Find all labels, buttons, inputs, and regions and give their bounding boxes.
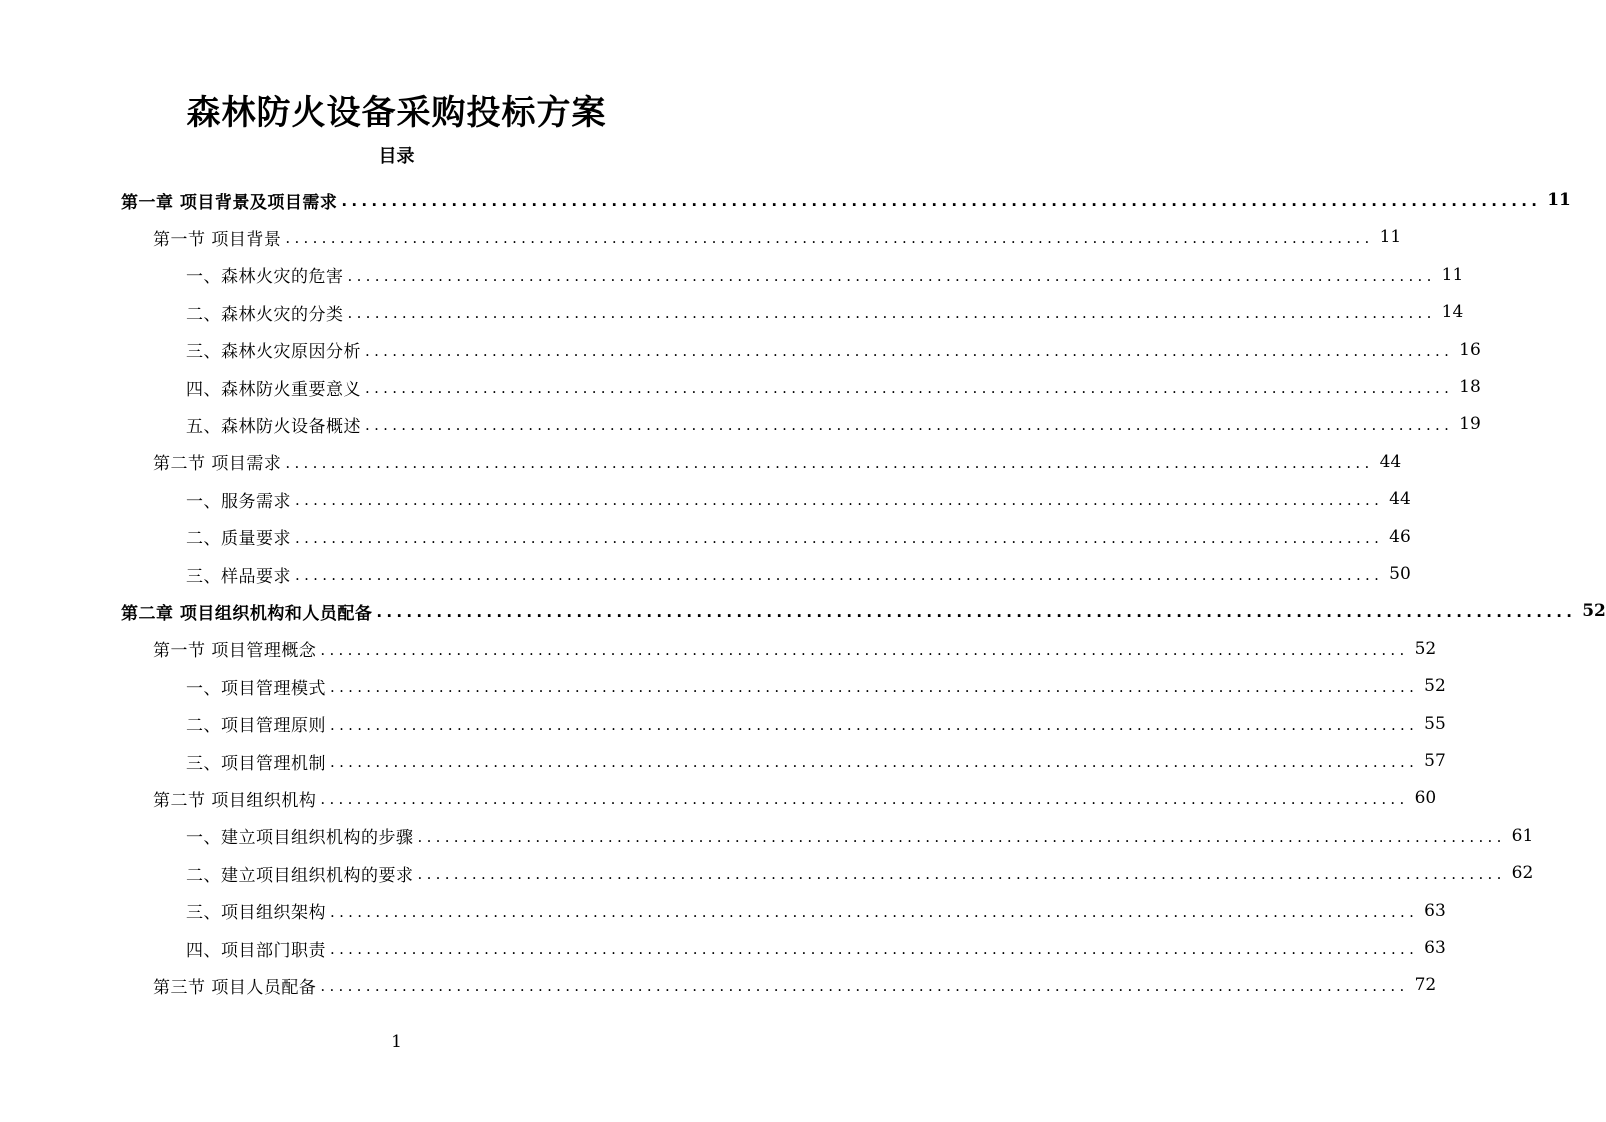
toc-entry[interactable] (0, 406, 1481, 442)
toc-entry-label: 三、项目组织架构 (186, 903, 326, 924)
toc-entry[interactable] (0, 369, 1481, 405)
toc-entry[interactable] (0, 182, 1571, 218)
toc-entry-label: 第二节 项目组织机构 (153, 790, 317, 811)
toc-entry-label: 五、森林防火设备概述 (186, 416, 361, 437)
toc-entry[interactable] (0, 855, 1534, 891)
toc-entry-page: 60 (1414, 788, 1437, 809)
toc-entry-page: 50 (1389, 564, 1411, 584)
toc-entry[interactable] (0, 930, 1446, 966)
toc-entry-label: 第二节 项目需求 (153, 454, 282, 475)
toc-dot-leader: ........................................................................................................................ (320, 977, 1409, 996)
toc-entry[interactable] (0, 219, 1402, 255)
toc-entry[interactable] (0, 967, 1437, 1003)
toc-entry-page: 52 (1414, 638, 1437, 659)
toc-entry[interactable] (0, 332, 1481, 368)
toc-entry-label: 三、森林火灾原因分析 (186, 342, 361, 363)
toc-entry[interactable] (0, 893, 1446, 929)
toc-dot-leader: ........................................................................................................................ (365, 379, 1454, 397)
toc-dot-leader: ........................................................................................................................ (376, 603, 1577, 622)
toc-entry-label: 二、森林火灾的分类 (186, 304, 344, 325)
toc-entry[interactable] (0, 818, 1534, 854)
toc-entry-page: 62 (1511, 863, 1534, 884)
toc-dot-leader: ........................................................................................................................ (330, 678, 1419, 697)
toc-entry-label: 第一节 项目管理概念 (153, 641, 317, 662)
toc-entry-page: 46 (1389, 526, 1411, 547)
toc-dot-leader: ........................................................................................................................ (417, 827, 1506, 846)
toc-entry-label: 一、项目管理模式 (186, 678, 326, 699)
toc-entry-label: 二、项目管理原则 (186, 716, 326, 737)
toc-entry[interactable] (0, 444, 1402, 480)
toc-dot-leader: ........................................................................................................................ (330, 715, 1419, 734)
toc-entry-page: 61 (1511, 825, 1534, 846)
toc-entry-page: 52 (1424, 676, 1446, 697)
toc-entry[interactable] (0, 668, 1446, 704)
toc-entry-label: 一、服务需求 (186, 491, 291, 512)
toc-entry[interactable] (0, 556, 1411, 592)
toc-entry-label: 一、建立项目组织机构的步骤 (186, 828, 414, 849)
toc-dot-leader: ........................................................................................................................ (417, 865, 1506, 884)
toc-entry[interactable] (0, 631, 1437, 667)
toc-entry-page: 63 (1424, 938, 1446, 958)
toc-entry-label: 二、质量要求 (186, 529, 291, 550)
toc-dot-leader: ........................................................................................................................ (295, 528, 1384, 547)
toc-dot-leader: ........................................................................................................................ (365, 416, 1454, 435)
toc-entry-label: 第二章 项目组织机构和人员配备 (121, 603, 373, 624)
toc-dot-leader: ........................................................................................................................ (320, 640, 1409, 659)
toc-entry-label: 四、森林防火重要意义 (186, 379, 361, 400)
document-title: 森林防火设备采购投标方案 (186, 93, 607, 133)
toc-entry[interactable] (0, 294, 1464, 330)
toc-entry[interactable] (0, 481, 1411, 517)
toc-dot-leader: ........................................................................................................................ (347, 304, 1436, 323)
toc-entry-label: 三、项目管理机制 (186, 753, 326, 774)
toc-entry[interactable] (0, 706, 1446, 742)
toc-entry-page: 44 (1389, 489, 1411, 510)
toc-entry-page: 18 (1459, 377, 1481, 397)
toc-entry[interactable] (0, 257, 1464, 293)
toc-dot-leader: ........................................................................................................................ (347, 266, 1436, 285)
toc-entry-page: 11 (1547, 190, 1571, 210)
toc-heading: 目录 (378, 146, 415, 167)
toc-entry[interactable] (0, 519, 1411, 555)
toc-entry[interactable] (0, 780, 1437, 816)
toc-dot-leader: ........................................................................................................................ (330, 940, 1419, 958)
toc-entry-page: 63 (1424, 900, 1446, 921)
toc-dot-leader: ........................................................................................................................ (295, 491, 1384, 510)
toc-entry-page: 11 (1441, 264, 1464, 285)
toc-entry-page: 72 (1414, 975, 1437, 996)
toc-entry-label: 第三节 项目人员配备 (153, 977, 317, 998)
toc-dot-leader: ........................................................................................................................ (285, 453, 1374, 472)
toc-entry-label: 一、森林火灾的危害 (186, 267, 344, 288)
toc-entry-label: 第一节 项目背景 (153, 229, 282, 250)
toc-entry-page: 16 (1459, 339, 1481, 360)
toc-entry-page: 14 (1441, 302, 1464, 323)
toc-dot-leader: ........................................................................................................................ (295, 566, 1384, 584)
toc-dot-leader: ........................................................................................................................ (320, 790, 1409, 809)
toc-entry[interactable] (0, 593, 1606, 629)
toc-entry-label: 二、建立项目组织机构的要求 (186, 865, 414, 886)
page-number: 1 (391, 1032, 402, 1052)
toc-entry-label: 第一章 项目背景及项目需求 (121, 192, 338, 213)
toc-entry-page: 57 (1424, 751, 1446, 771)
toc-dot-leader: ........................................................................................................................ (365, 341, 1454, 360)
toc-entry-page: 52 (1582, 601, 1606, 622)
toc-entry-page: 44 (1379, 451, 1402, 472)
toc-entry-label: 四、项目部门职责 (186, 940, 326, 961)
toc-entry[interactable] (0, 743, 1446, 779)
toc-dot-leader: ........................................................................................................................ (330, 902, 1419, 921)
toc-dot-leader: ........................................................................................................................ (330, 753, 1419, 771)
toc-dot-leader: ........................................................................................................................ (285, 229, 1374, 248)
toc-entry-page: 11 (1379, 227, 1402, 248)
toc-entry-page: 55 (1424, 713, 1446, 734)
toc-entry-label: 三、样品要求 (186, 566, 291, 587)
toc-dot-leader: ........................................................................................................................ (341, 192, 1542, 210)
toc-entry-page: 19 (1459, 414, 1481, 435)
